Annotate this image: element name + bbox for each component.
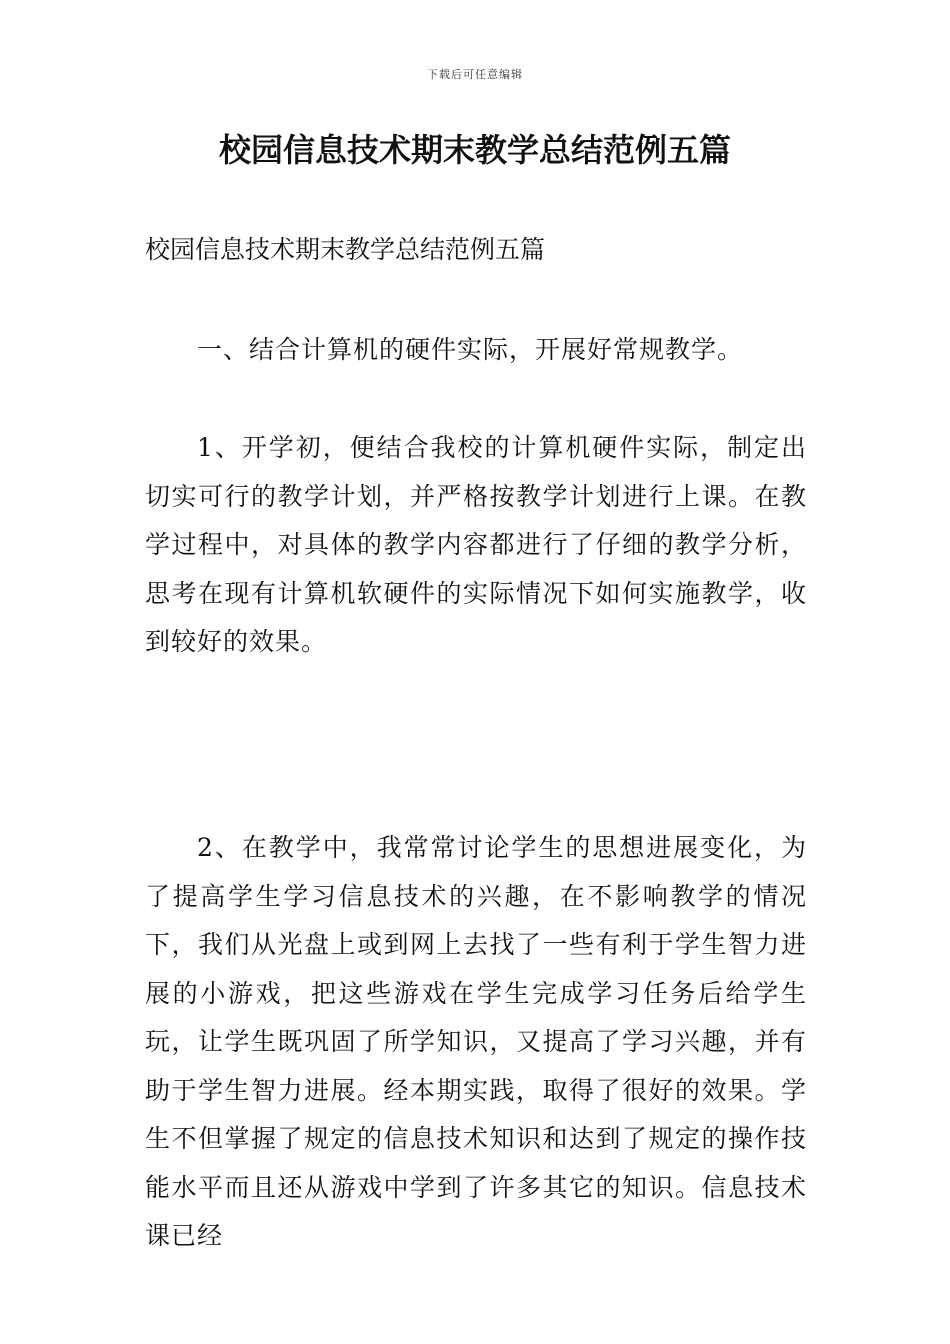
document-subtitle: 校园信息技术期末教学总结范例五篇 bbox=[145, 235, 546, 264]
paragraph-2: 2、在教学中，我常常讨论学生的思想进展变化，为了提高学生学习信息技术的兴趣，在不影响教学的情况下，我们从光盘上或到网上去找了一些有利于学生智力进展的小游戏，把这些游戏在学生完成学习任务后给学生玩，让学生既巩固了所学知识，又提高了学习兴趣，并有助于学生智力进展。经本期实践，取得了很好的效果。学生不但掌握了规定的信息技术知识和达到了规定的操作技能水平而且还从游戏中学到了许多其它的知识。信息技术课已经 bbox=[145, 833, 807, 1250]
section-heading: 一、结合计算机的硬件实际，开展好常规教学。 bbox=[197, 335, 744, 364]
document-title: 校园信息技术期末教学总结范例五篇 bbox=[218, 131, 731, 169]
paragraph-1: 1、开学初，便结合我校的计算机硬件实际，制定出切实可行的教学计划，并严格按教学计划进行上课。在教学过程中，对具体的教学内容都进行了仔细的教学分析，思考在现有计算机软硬件的实际情况下如何实施教学，收到较好的效果。 bbox=[145, 433, 807, 656]
header-note: 下载后可任意编辑 bbox=[427, 68, 523, 81]
